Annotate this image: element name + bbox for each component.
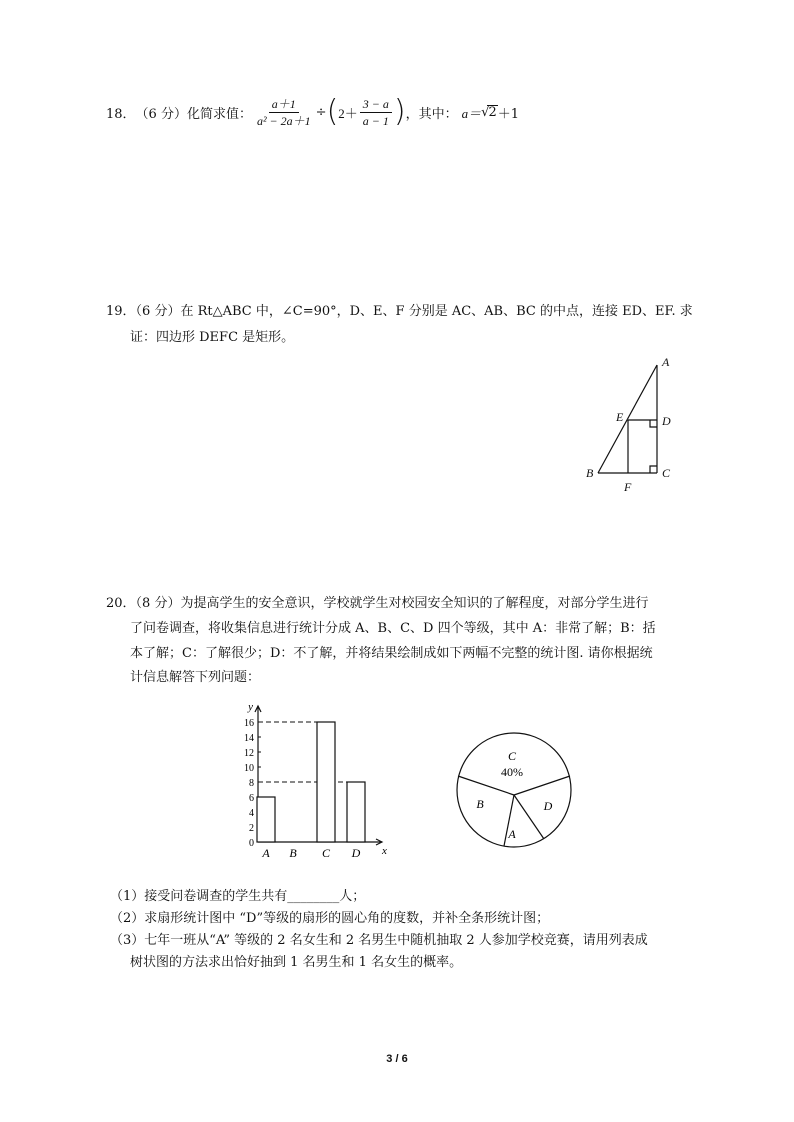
q20-line-2: 了问卷调查，将收集信息进行统计分成 A、B、C、D 四个等级，其中 A：非常了解；B：括 <box>130 621 656 636</box>
category-label-d: D <box>351 846 361 860</box>
y-tick-label: 4 <box>249 808 254 819</box>
label-a: A <box>662 355 670 369</box>
q19-line-1: 19．（6 分）在 Rt△ABC 中，∠C=90°，D、E、F 分别是 AC、AB、BC 的中点，连接 ED、EF. 求 <box>106 304 693 319</box>
q18-frac2-numerator: 3 − a <box>360 97 392 113</box>
bar-chart <box>225 700 395 865</box>
y-tick-label: 10 <box>244 763 254 774</box>
bar-d <box>347 782 365 842</box>
y-tick-label: 6 <box>249 793 254 804</box>
q18-prompt: （6 分）化简求值： <box>135 106 252 122</box>
pie-label-c: C <box>507 749 517 763</box>
pie-label-d: D <box>543 799 553 813</box>
y-tick-label: 16 <box>244 718 254 729</box>
q20-sub-1: （1）接受问卷调查的学生共有________人； <box>110 889 366 904</box>
q18-number: 18． <box>106 106 136 122</box>
q19-triangle-figure <box>580 350 690 500</box>
right-angle-mark-d <box>650 420 657 427</box>
q18-fraction-2 <box>360 97 392 128</box>
y-axis-label: y <box>248 701 253 713</box>
q18-frac1-numerator: a＋1 <box>269 97 299 113</box>
label-e: E <box>616 410 624 424</box>
q20-line-4: 计信息解答下列问题： <box>130 670 261 685</box>
q18-frac2-denominator: a − 1 <box>362 113 389 128</box>
q18-divide: ÷ <box>315 104 327 120</box>
bar-chart-categories <box>261 846 360 860</box>
q18-sqrt-symbol: √ <box>481 104 490 120</box>
q18-frac1-denominator: a² − 2a＋1 <box>256 113 311 128</box>
y-tick-label: 0 <box>249 838 254 849</box>
y-tick-label: 8 <box>249 778 254 789</box>
q20-sub-3b: 树状图的方法求出恰好抽到 1 名男生和 1 名女生的概率。 <box>130 955 463 970</box>
q18-where: ，其中： <box>405 106 458 122</box>
bar-c <box>317 722 335 842</box>
page-number: 3 / 6 <box>386 1053 408 1065</box>
pie-label-a: A <box>508 827 516 841</box>
y-tick-label: 14 <box>244 733 254 744</box>
pie-label-b: B <box>476 797 484 811</box>
q20-line-3: 本了解；C：了解很少；D：不了解，并将结果绘制成如下两幅不完整的统计图. 请你根据统 <box>130 646 653 661</box>
label-c: C <box>662 466 671 480</box>
q20-sub-2: （2）求扇形统计图中 “D”等级的扇形的圆心角的度数，并补全条形统计图； <box>110 911 550 926</box>
bar-a <box>257 797 275 842</box>
label-f: F <box>624 480 632 494</box>
q20-sub-3a: （3）七年一班从“A” 等级的 2 名女生和 2 名男生中随机抽取 2 人参加学校竞赛，请用列表成 <box>110 933 648 948</box>
q18-fraction-1 <box>254 97 314 128</box>
y-tick-label: 12 <box>244 748 254 759</box>
category-label-b: B <box>289 846 297 860</box>
category-label-a: A <box>262 846 270 860</box>
pie-chart <box>450 730 580 855</box>
y-tick-label: 2 <box>249 823 254 834</box>
q18-right-paren: ) <box>393 94 406 129</box>
x-axis-label: x <box>382 845 387 857</box>
category-label-c: C <box>321 846 331 860</box>
q19-line-2: 证：四边形 DEFC 是矩形。 <box>130 330 295 345</box>
label-b: B <box>586 466 594 480</box>
label-d: D <box>662 414 671 428</box>
q18-sqrt-value: 2 <box>488 105 497 120</box>
right-angle-mark-c <box>650 466 657 473</box>
q18-left-paren: ( <box>326 94 339 129</box>
q18-line <box>106 92 519 132</box>
pie-annotation-c-percent: 40% <box>501 765 523 779</box>
q20-line-1: 20．（8 分）为提高学生的安全意识，学校就学生对校园安全知识的了解程度，对部分学生进行 <box>106 596 649 611</box>
q18-two-plus: 2＋ <box>338 105 358 121</box>
q18-plus-one: ＋1 <box>497 106 520 122</box>
q18-a-eq: a＝ <box>461 105 482 121</box>
